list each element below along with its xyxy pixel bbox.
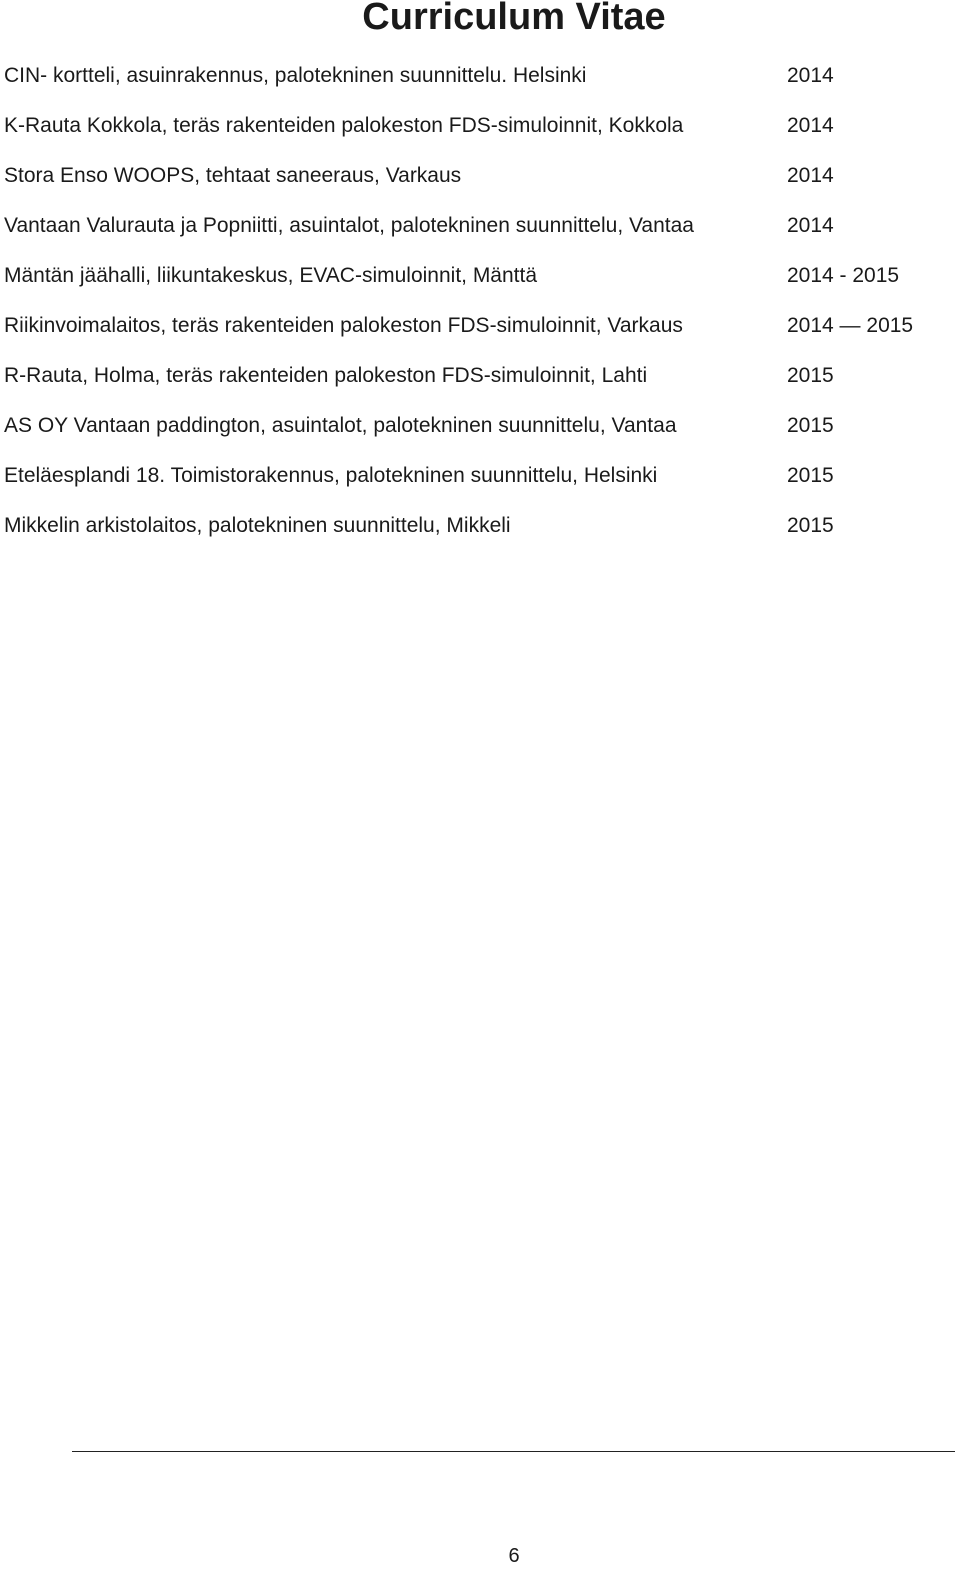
project-description: Riikinvoimalaitos, teräs rakenteiden palokeston FDS-simuloinnit, Varkaus [4,314,683,337]
project-year: 2014 [787,114,834,137]
project-year: 2015 [787,464,834,487]
list-item [4,162,954,212]
list-item [4,362,954,412]
project-year: 2014 - 2015 [787,264,900,287]
list-item [4,212,954,262]
project-description: CIN- kortteli, asuinrakennus, palotekninen suunnittelu. Helsinki [4,64,587,87]
project-description: Mikkelin arkistolaitos, palotekninen suunnittelu, Mikkeli [4,514,511,537]
project-description: K-Rauta Kokkola, teräs rakenteiden palokeston FDS-simuloinnit, Kokkola [4,114,684,137]
project-list [4,62,954,562]
list-item [4,112,954,162]
page-number: 6 [508,1545,520,1567]
project-description: Stora Enso WOOPS, tehtaat saneeraus, Varkaus [4,164,462,187]
project-description: R-Rauta, Holma, teräs rakenteiden palokeston FDS-simuloinnit, Lahti [4,364,648,387]
project-year: 2014 — 2015 [787,314,914,337]
list-item [4,312,954,362]
list-item [4,512,954,562]
project-description: Eteläesplandi 18. Toimistorakennus, palotekninen suunnittelu, Helsinki [4,464,658,487]
list-item [4,262,954,312]
project-description: Mäntän jäähalli, liikuntakeskus, EVAC-simuloinnit, Mänttä [4,264,538,287]
list-item [4,62,954,112]
project-year: 2014 [787,214,834,237]
project-year: 2014 [787,164,834,187]
list-item [4,412,954,462]
project-description: AS OY Vantaan paddington, asuintalot, palotekninen suunnittelu, Vantaa [4,414,677,437]
project-year: 2015 [787,514,834,537]
project-description: Vantaan Valurauta ja Popniitti, asuintalot, palotekninen suunnittelu, Vantaa [4,214,694,237]
project-year: 2015 [787,364,834,387]
project-year: 2015 [787,414,834,437]
footer-divider [72,1451,955,1452]
list-item [4,462,954,512]
project-year: 2014 [787,64,834,87]
page-title: Curriculum Vitae [362,0,666,38]
